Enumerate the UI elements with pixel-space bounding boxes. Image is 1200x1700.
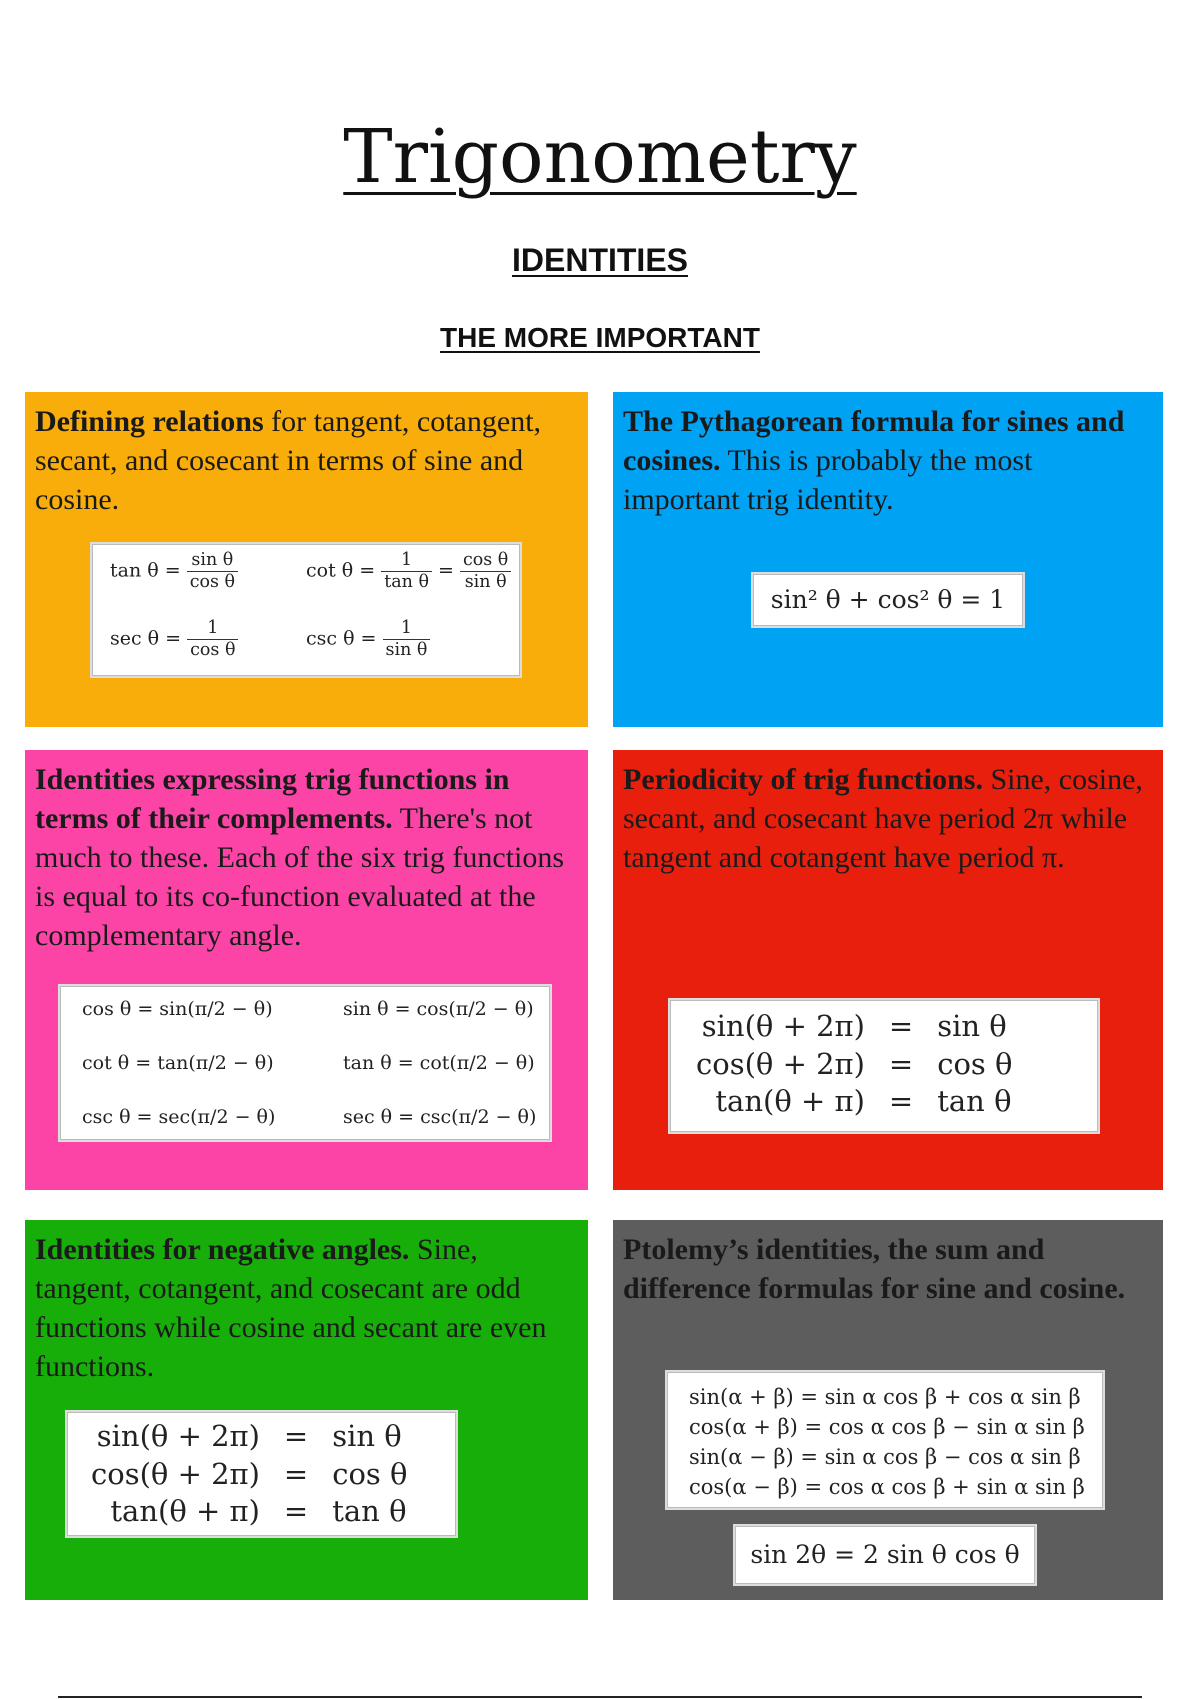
card-pythagorean <box>613 392 1163 727</box>
page-title: Trigonometry <box>343 114 857 200</box>
formula-csc: csc θ = $\frac{1}{\text{sin θ}}$ <box>306 618 430 661</box>
formula-box-defining <box>90 542 522 678</box>
formula-box-periodicity <box>668 998 1100 1134</box>
formula-sec: sec θ = $\frac{1}{\text{cos θ}}$ <box>110 618 238 661</box>
section-heading: THE MORE IMPORTANT <box>440 322 760 353</box>
card-description: The Pythagorean formula for sines and cosines. This is probably the most important trig identity. <box>623 405 1125 516</box>
formula-complement: cot θ = tan(π/2 − θ) <box>82 1052 274 1074</box>
formula-sum-difference: cos(α + β) = cos α cos β − sin α sin β <box>689 1415 1085 1439</box>
footer-rule <box>58 1696 1142 1698</box>
formula-box-ptolemy <box>665 1370 1105 1510</box>
formula-sum-difference: sin(α − β) = sin α cos β − cos α sin β <box>689 1445 1081 1469</box>
formula-cot: cot θ = $\frac{1}{\text{tan θ}}$ = $\frac{\text{cos θ}}{\text{sin θ}}$ <box>306 550 511 593</box>
formula-pythagorean: sin² θ + cos² θ = 1 <box>770 585 1006 614</box>
formula-row: tan(θ + π) = tan θ <box>110 1494 407 1529</box>
card-negative-angles <box>25 1220 588 1600</box>
formula-box-negative <box>65 1410 458 1538</box>
card-defining-relations <box>25 392 588 727</box>
formula-row: cos(θ + 2π) = cos θ <box>696 1046 1013 1081</box>
formula-box-pythagorean <box>751 572 1025 628</box>
formula-sum-difference: sin(α + β) = sin α cos β + cos α sin β <box>689 1385 1081 1409</box>
formula-sum-difference: cos(α − β) = cos α cos β + sin α sin β <box>689 1475 1085 1499</box>
card-description: Periodicity of trig functions. Sine, cosine, secant, and cosecant have period 2π while tangent and cotangent have period π. <box>623 763 1143 874</box>
formula-complement: cos θ = sin(π/2 − θ) <box>82 998 273 1020</box>
formula-row: cos(θ + 2π) = cos θ <box>91 1456 408 1491</box>
card-periodicity <box>613 750 1163 1190</box>
formula-row: sin(θ + 2π) = sin θ <box>96 1419 402 1453</box>
card-description: Ptolemy’s identities, the sum and difference formulas for sine and cosine. <box>623 1233 1126 1305</box>
formula-box-double-angle <box>733 1524 1037 1586</box>
formula-complement: tan θ = cot(π/2 − θ) <box>343 1052 535 1074</box>
formula-tan: tan θ = $\frac{\text{sin θ}}{\text{cos θ}}$ <box>110 550 238 593</box>
formula-box-complements <box>58 984 552 1142</box>
page-subtitle: IDENTITIES <box>511 242 688 278</box>
formula-complement: sin θ = cos(π/2 − θ) <box>343 998 534 1020</box>
formula-row: sin(θ + 2π) = sin θ <box>701 1009 1007 1043</box>
card-description: Defining relations for tangent, cotangent, secant, and cosecant in terms of sine and cosine. <box>35 405 542 516</box>
card-description: Identities expressing trig functions in terms of their complements. There's not much to these. Each of the six trig functions is equal to its co-function evaluated at the complementary angle. <box>35 763 565 952</box>
formula-complement: csc θ = sec(π/2 − θ) <box>82 1106 276 1128</box>
card-ptolemy <box>613 1220 1163 1600</box>
formula-double-angle: sin 2θ = 2 sin θ cos θ <box>750 1540 1020 1569</box>
formula-row: tan(θ + π) = tan θ <box>715 1084 1012 1119</box>
formula-complement: sec θ = csc(π/2 − θ) <box>343 1106 537 1128</box>
card-complements <box>25 750 588 1190</box>
card-description: Identities for negative angles. Sine, tangent, cotangent, and cosecant are odd functions while cosine and secant are even functions. <box>35 1233 547 1383</box>
